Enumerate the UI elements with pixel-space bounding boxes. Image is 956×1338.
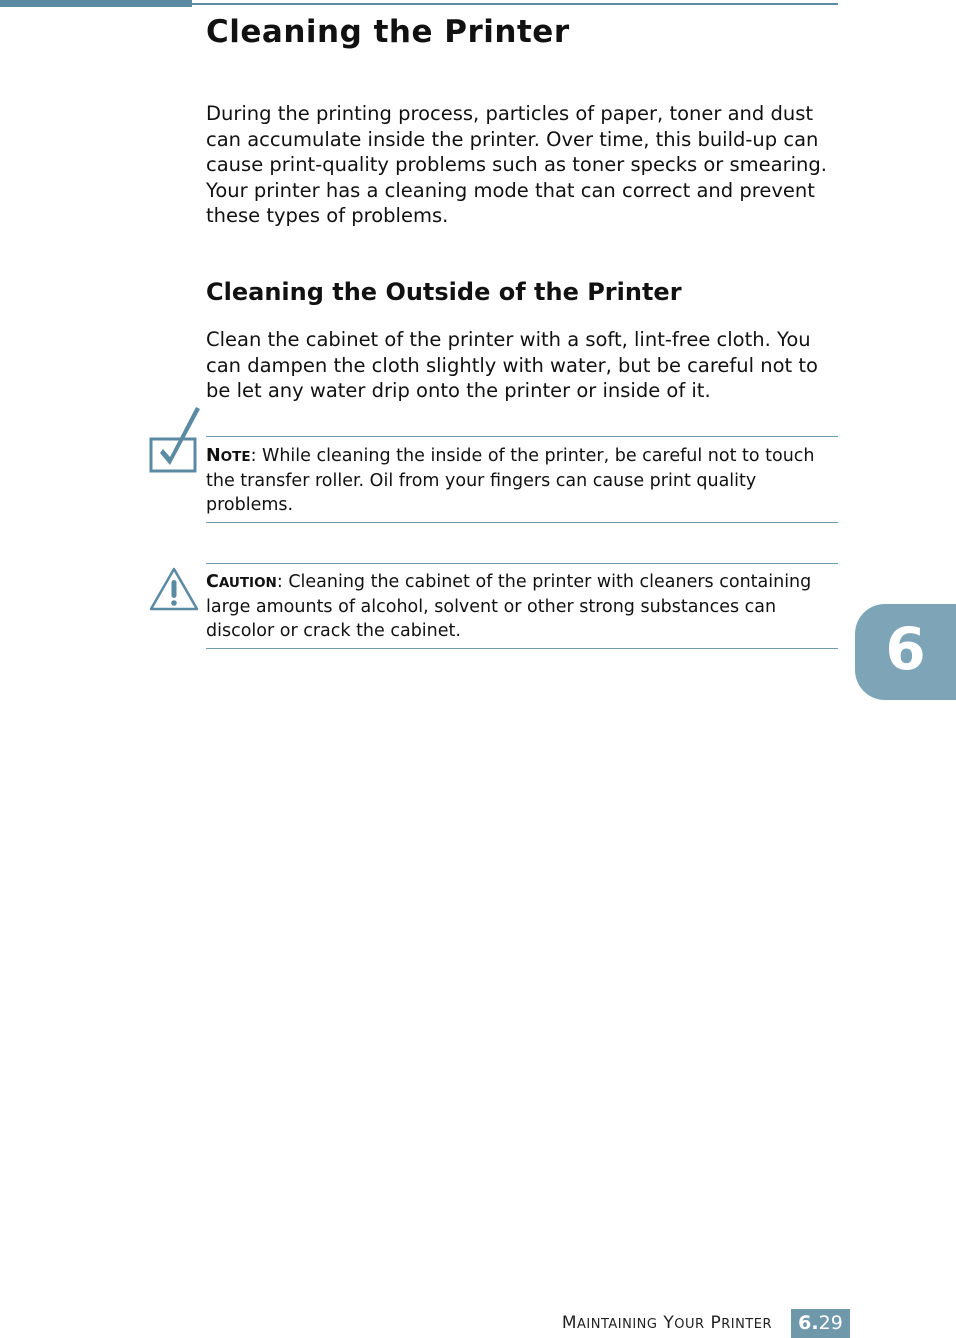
caution-label: CAUTION xyxy=(206,572,277,592)
header-accent-bar xyxy=(0,0,192,7)
chapter-number: 6 xyxy=(885,615,926,683)
note-top-rule xyxy=(206,436,838,437)
chapter-tab xyxy=(855,604,956,700)
page-title: Cleaning the Printer xyxy=(206,14,570,50)
note-label: NOTE xyxy=(206,446,251,466)
caution-text: : Cleaning the cabinet of the printer with cleaners containing large amounts of alcohol, solvent or other strong substances can discolor or crack the cabinet. xyxy=(206,572,812,641)
note-text: : While cleaning the inside of the printer, be careful not to touch the transfer roller. Oil from your fingers can cause print quality problems. xyxy=(206,446,815,515)
caution-bottom-rule xyxy=(206,648,838,649)
intro-paragraph: During the printing process, particles of paper, toner and dust can accumulate inside the printer. Over time, this build-up can cause print-quality problems such as toner specks or smearing. Your printer has a cleaning mode that can correct and prevent these types of problems. xyxy=(206,102,827,227)
caution-warning-icon xyxy=(148,566,200,612)
header-rule xyxy=(192,3,838,5)
caution-top-rule xyxy=(206,563,838,564)
caution-block xyxy=(206,570,826,643)
note-checkbox-icon xyxy=(148,405,204,475)
note-bottom-rule xyxy=(206,522,838,523)
section-heading-outside: Cleaning the Outside of the Printer xyxy=(206,278,682,306)
footer-chapter-title: MAINTAINING YOUR PRINTER xyxy=(561,1313,772,1333)
note-block xyxy=(206,444,826,517)
outside-paragraph: Clean the cabinet of the printer with a soft, lint-free cloth. You can dampen the cloth slightly with water, but be careful not to be let any water drip onto the printer or inside of it. xyxy=(206,328,818,402)
page-number: 6.29 xyxy=(791,1309,850,1338)
